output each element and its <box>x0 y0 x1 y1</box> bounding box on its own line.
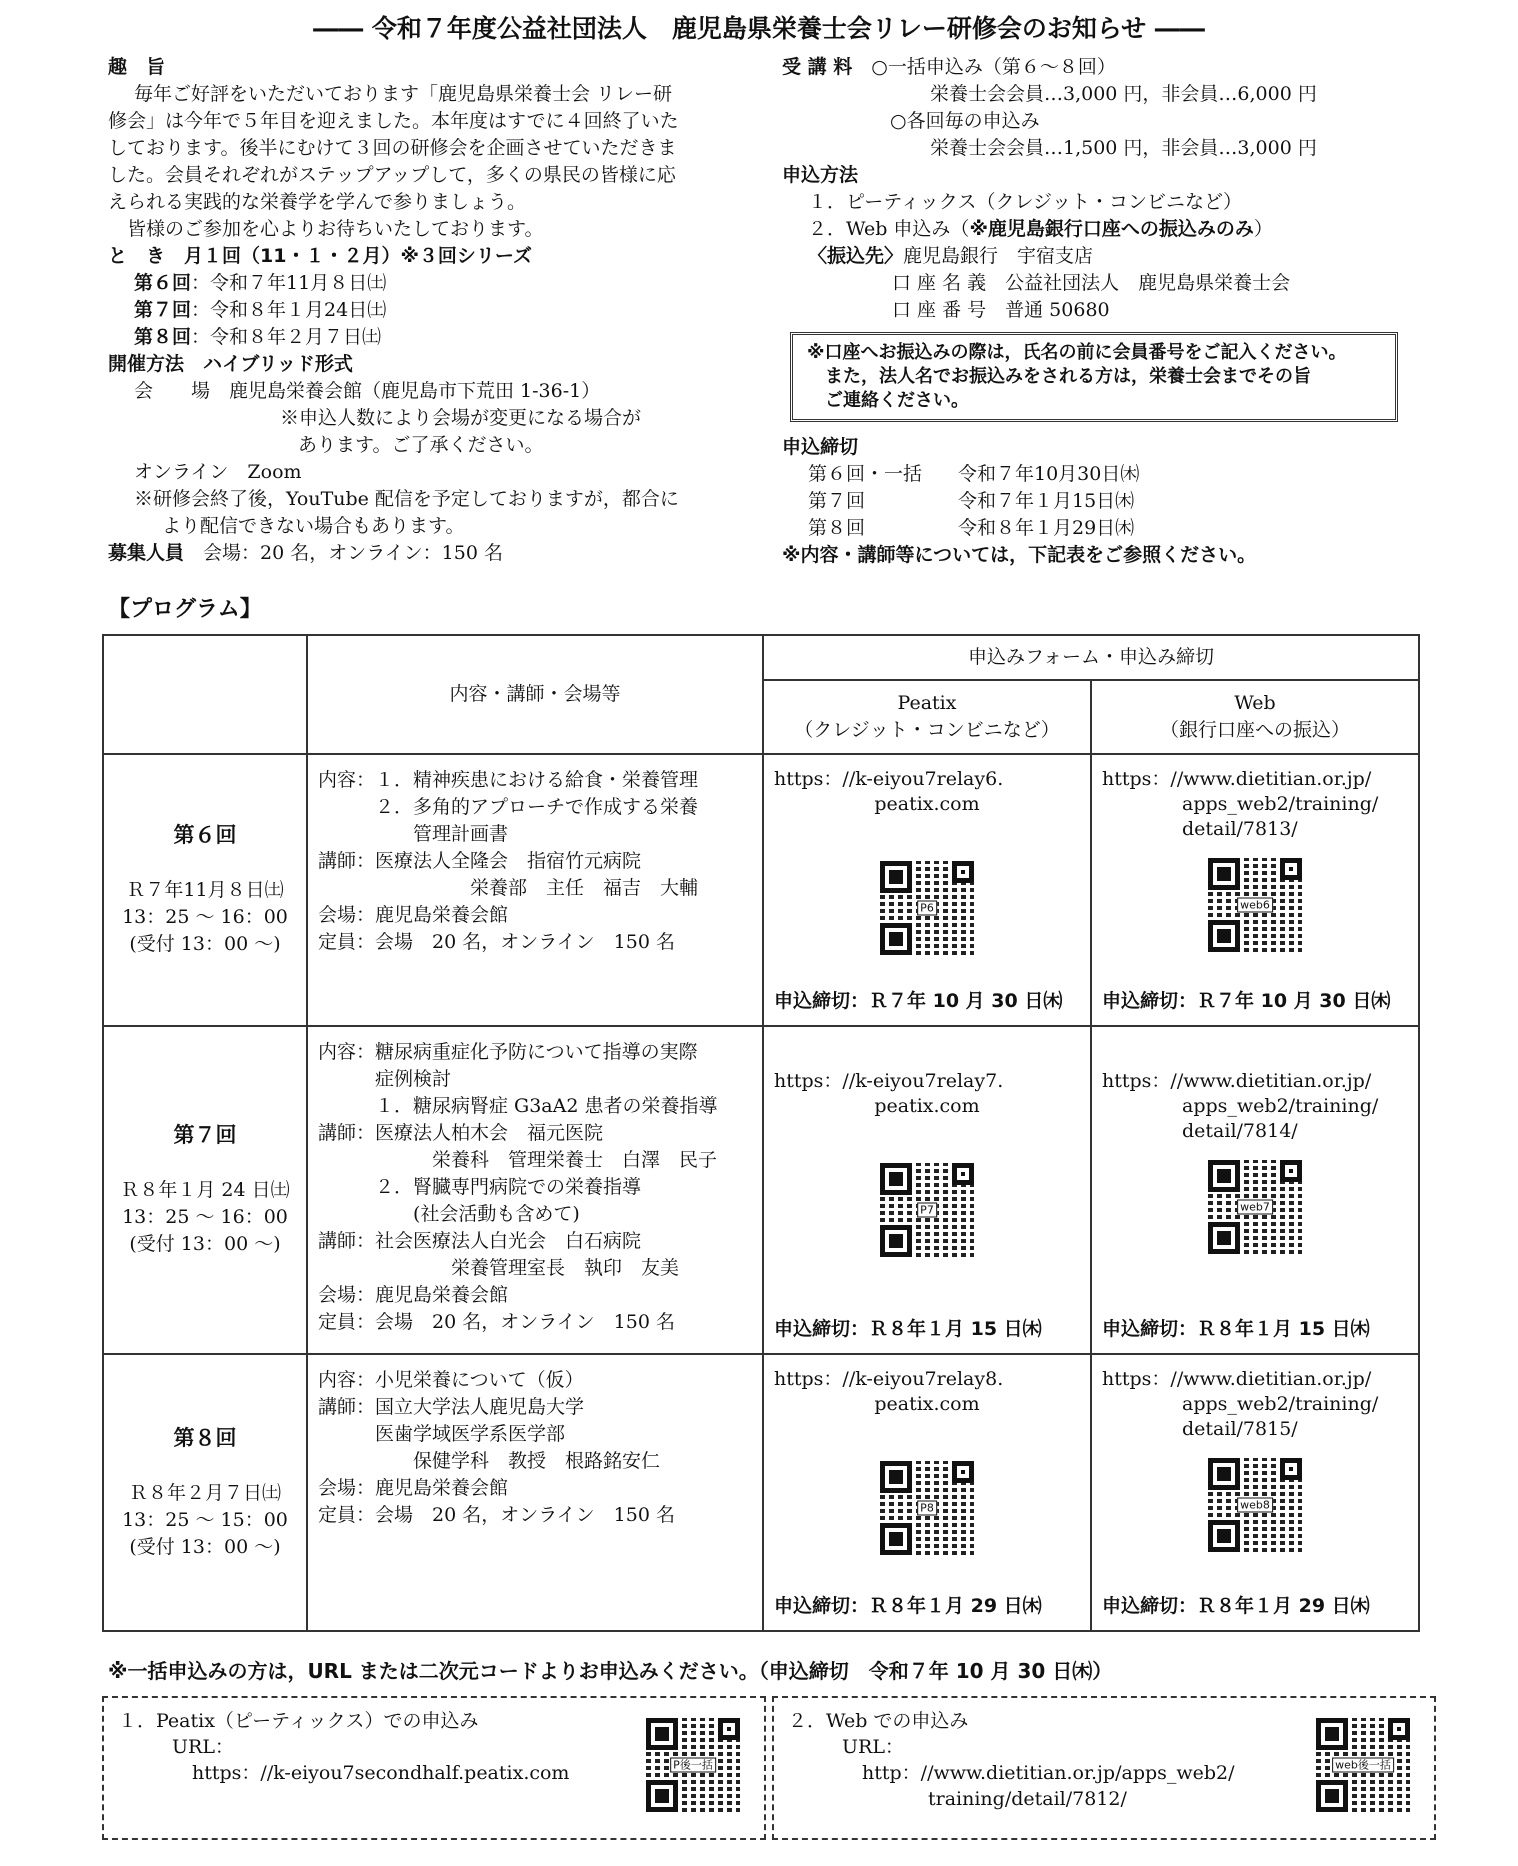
session-date: Ｒ８年１月 24 日㈯ <box>120 1179 290 1201</box>
program-table <box>102 634 1420 1632</box>
peatix-bulk-url[interactable]: https：//k-eiyou7secondhalf.peatix.com <box>192 1762 570 1784</box>
web-cell <box>1091 1354 1419 1631</box>
box-url-label: URL： <box>842 1736 904 1758</box>
content-line: 講師：社会医療法人白光会 白石病院 <box>318 1230 642 1252</box>
capacity-text: 会場：20 名，オンライン：150 名 <box>203 542 503 564</box>
qr-tag: P7 <box>917 1203 937 1218</box>
qr-code-icon[interactable] <box>880 1163 974 1257</box>
session-label: 第６回 <box>134 272 192 294</box>
program-label: 【プログラム】 <box>108 597 262 622</box>
header-form: 申込みフォーム・申込み締切 <box>763 635 1419 680</box>
peatix-url-cont[interactable]: peatix.com <box>874 793 980 815</box>
qr-tag: web6 <box>1237 898 1273 913</box>
overview-left-column <box>108 54 748 567</box>
header-web <box>1091 680 1419 754</box>
content-cell <box>307 754 763 1026</box>
schedule-date <box>108 270 748 297</box>
content-line: 内容：小児栄養について（仮） <box>318 1369 584 1391</box>
session-time: 13：25 ～ 16：00 <box>122 906 288 928</box>
web-deadline: 申込締切：Ｒ８年１月 15 日㈭ <box>1102 1318 1370 1340</box>
purpose-text: 皆様のご参加を心よりお待ちいたしております。 <box>108 218 544 240</box>
content-line: 内容：１．精神疾患における給食・栄養管理 <box>318 769 699 791</box>
peatix-url[interactable]: https：//k-eiyou7relay8. <box>774 1368 1004 1390</box>
bank-heading: 〈振込先〉 <box>808 245 904 267</box>
content-line: 会場：鹿児島栄養会館 <box>318 904 509 926</box>
header-web-name: Web <box>1234 692 1276 714</box>
content-line: 内容：糖尿病重症化予防について指導の実際 <box>318 1041 698 1063</box>
content-line: 定員：会場 20 名，オンライン 150 名 <box>318 931 675 953</box>
peatix-deadline: 申込締切：Ｒ８年１月 15 日㈭ <box>774 1318 1042 1340</box>
content-line: １．糖尿病腎症 G3aA2 患者の栄養指導 <box>318 1095 718 1117</box>
web-url-cont[interactable]: apps_web2/training/ <box>1182 793 1379 815</box>
schedule-date <box>108 324 748 351</box>
online-note: より配信できない場合もあります。 <box>162 515 465 537</box>
content-line: 保健学科 教授 根路銘安仁 <box>318 1450 661 1472</box>
content-line: 講師：医療法人全隆会 指宿竹元病院 <box>318 850 642 872</box>
purpose-text: 修会」は今年で５年目を迎えました。本年度はすでに４回終了いた <box>108 110 679 132</box>
header-peatix-name: Peatix <box>897 692 957 714</box>
content-line: 会場：鹿児島栄養会館 <box>318 1477 509 1499</box>
table-row <box>103 1026 1419 1354</box>
holder-label: 口 座 名 義 <box>892 272 987 294</box>
fee-bulk-price: 栄養士会会員…3,000 円，非会員…6,000 円 <box>930 83 1317 105</box>
notice-line: ※口座へお振込みの際は，氏名の前に会員番号をご記入ください。 <box>807 342 1347 363</box>
content-line: 症例検討 <box>318 1068 452 1090</box>
fee-bulk: ○一括申込み（第６～８回） <box>871 56 1116 78</box>
session-label: 第７回 <box>134 299 192 321</box>
deadline-row <box>782 515 1422 542</box>
content-line: 講師：国立大学法人鹿児島大学 <box>318 1396 585 1418</box>
content-line: 定員：会場 20 名，オンライン 150 名 <box>318 1504 675 1526</box>
session-date: Ｒ８年２月７日㈯ <box>128 1481 281 1504</box>
header-content: 内容・講師・会場等 <box>307 635 763 754</box>
session-time: 13：25 ～ 15：00 <box>122 1508 288 1531</box>
overview-right-column <box>782 54 1422 569</box>
qr-code-icon[interactable] <box>646 1718 740 1812</box>
purpose-text: した。会員それぞれがステップアップして，多くの県民の皆様に応 <box>108 164 676 186</box>
bank-name: 鹿児島銀行 宇宿支店 <box>903 245 1094 267</box>
capacity-heading: 募集人員 <box>108 542 185 564</box>
online-note: ※研修会終了後，YouTube 配信を予定しておりますが，都合に <box>134 488 679 510</box>
deadline-row <box>782 488 1422 515</box>
table-row <box>103 754 1419 1026</box>
content-cell <box>307 1354 763 1631</box>
account-label: 口 座 番 号 <box>892 299 987 321</box>
session-number: 第８回 <box>173 1425 237 1450</box>
account-value: 普通 50680 <box>1005 299 1110 321</box>
deadline-label: 第６回・一括 <box>808 463 923 485</box>
apply-method-1: １．ピーティックス（クレジット・コンビニなど） <box>808 191 1243 213</box>
peatix-url-cont[interactable]: peatix.com <box>874 1393 980 1415</box>
content-line: 栄養科 管理栄養士 白澤 民子 <box>318 1149 718 1171</box>
qr-code-icon[interactable] <box>1208 1160 1302 1254</box>
web-url-cont[interactable]: apps_web2/training/ <box>1182 1393 1379 1415</box>
qr-code-icon[interactable] <box>880 861 974 955</box>
web-url[interactable]: https：//www.dietitian.or.jp/ <box>1102 1070 1372 1092</box>
apply-heading: 申込方法 <box>782 164 859 186</box>
peatix-deadline: 申込締切：Ｒ８年１月 29 日㈭ <box>774 1595 1042 1617</box>
table-row <box>103 1354 1419 1631</box>
session-date: ：令和８年２月７日㈯ <box>191 326 382 348</box>
peatix-cell <box>763 1354 1091 1631</box>
deadline-label: 第８回 <box>808 517 866 539</box>
web-url-cont[interactable]: detail/7815/ <box>1182 1418 1298 1440</box>
peatix-bulk-box <box>102 1696 766 1840</box>
content-line: 栄養管理室長 執印 友美 <box>318 1257 680 1279</box>
header-peatix <box>763 680 1091 754</box>
holder-row <box>782 270 1422 297</box>
qr-tag: web8 <box>1237 1498 1273 1513</box>
deadline-row <box>782 461 1422 488</box>
peatix-url[interactable]: https：//k-eiyou7relay6. <box>774 768 1004 790</box>
venue-text: 会 場 鹿児島栄養会館（鹿児島市下荒田 1-36-1） <box>134 380 601 402</box>
qr-tag: web後一括 <box>1332 1758 1394 1773</box>
schedule-date <box>108 297 748 324</box>
deadline-date: 令和７年１月15日㈭ <box>958 490 1135 512</box>
content-line: ２．腎臓専門病院での栄養指導 <box>318 1176 642 1198</box>
online-text: オンライン Zoom <box>134 461 302 483</box>
web-url[interactable]: https：//www.dietitian.or.jp/ <box>1102 768 1372 790</box>
transfer-notice-box <box>790 332 1398 422</box>
bulk-apply-note: ※一括申込みの方は，URL または二次元コードよりお申込みください。（申込締切 令和７年 10 月 30 日㈭） <box>108 1659 1113 1683</box>
session-number: 第６回 <box>173 823 237 847</box>
peatix-url[interactable]: https：//k-eiyou7relay7. <box>774 1070 1004 1092</box>
web-url-cont[interactable]: apps_web2/training/ <box>1182 1095 1379 1117</box>
qr-code-icon[interactable] <box>1208 1458 1302 1552</box>
deadline-label: 第７回 <box>808 490 866 512</box>
web-cell <box>1091 754 1419 1026</box>
bank-row <box>782 243 1422 270</box>
box-title: １．Peatix（ピーティックス）での申込み <box>118 1710 479 1732</box>
purpose-text: えられる実践的な栄養学を学んで参りましょう。 <box>108 191 527 213</box>
qr-tag: P後一括 <box>670 1758 716 1773</box>
purpose-heading: 趣 旨 <box>108 56 166 78</box>
fee-row <box>782 54 1422 81</box>
venue-note: ※申込人数により会場が変更になる場合が <box>280 407 642 429</box>
content-line: 定員：会場 20 名，オンライン 150 名 <box>318 1311 675 1333</box>
fee-each: ○各回毎の申込み <box>890 110 1040 132</box>
web-cell <box>1091 1026 1419 1354</box>
session-date: Ｒ７年11月８日㈯ <box>126 879 284 901</box>
apply-method-2-text: ２．Web 申込み（ <box>808 218 970 240</box>
web-deadline: 申込締切：Ｒ７年 10 月 30 日㈭ <box>1102 990 1391 1012</box>
account-row <box>782 297 1422 324</box>
session-time: 13：25 ～ 16：00 <box>122 1206 288 1228</box>
deadline-date: 令和８年１月29日㈭ <box>958 517 1135 539</box>
header-web-sub: （銀行口座への振込） <box>1159 719 1350 741</box>
content-cell <box>307 1026 763 1354</box>
qr-code-icon[interactable] <box>1316 1718 1410 1812</box>
web-bulk-url-cont[interactable]: training/detail/7812/ <box>928 1788 1127 1810</box>
web-url-cont[interactable]: detail/7813/ <box>1182 818 1298 840</box>
schedule-heading: と き 月１回（11・１・２月）※３回シリーズ <box>108 245 532 267</box>
qr-tag: web7 <box>1237 1200 1273 1215</box>
apply-method-2-close: ） <box>1253 218 1273 240</box>
web-bulk-box <box>772 1696 1436 1840</box>
capacity-row <box>108 540 748 567</box>
deadline-date: 令和７年10月30日㈭ <box>958 463 1140 485</box>
peatix-url-cont[interactable]: peatix.com <box>874 1095 980 1117</box>
content-line: (社会活動も含めて) <box>318 1203 580 1225</box>
session-reception: (受付 13：00 ～) <box>129 1233 281 1255</box>
session-number: 第７回 <box>173 1123 237 1147</box>
fee-each-price: 栄養士会会員…1,500 円，非会員…3,000 円 <box>930 137 1317 159</box>
apply-method-2-note: ※鹿児島銀行口座への振込みのみ <box>969 218 1254 240</box>
peatix-cell <box>763 754 1091 1026</box>
content-line: 医歯学域医学系医学部 <box>318 1423 566 1445</box>
web-deadline: 申込締切：Ｒ８年１月 29 日㈭ <box>1102 1595 1370 1617</box>
fee-heading: 受 講 料 <box>782 56 853 78</box>
session-cell <box>103 1026 307 1354</box>
holder-value: 公益社団法人 鹿児島県栄養士会 <box>1005 272 1291 294</box>
session-reception: (受付 13：00 ～) <box>129 933 281 955</box>
peatix-deadline: 申込締切：Ｒ７年 10 月 30 日㈭ <box>774 990 1063 1012</box>
qr-code-icon[interactable] <box>1208 858 1302 952</box>
header-peatix-sub: （クレジット・コンビニなど） <box>794 719 1060 741</box>
web-url[interactable]: https：//www.dietitian.or.jp/ <box>1102 1368 1372 1390</box>
deadline-heading: 申込締切 <box>782 436 859 458</box>
notice-line: また，法人名でお振込みをされる方は，栄養士会までその旨 <box>825 366 1311 387</box>
content-line: 管理計画書 <box>318 823 509 845</box>
apply-method-2 <box>782 216 1422 243</box>
page-title: ―― 令和７年度公益社団法人 鹿児島県栄養士会リレー研修会のお知らせ ―― <box>313 14 1205 43</box>
web-url-cont[interactable]: detail/7814/ <box>1182 1120 1298 1142</box>
venue-note: あります。ご了承ください。 <box>298 434 544 456</box>
box-url-label: URL： <box>172 1736 234 1758</box>
purpose-text: しております。後半にむけて３回の研修会を企画させていただきま <box>108 137 677 159</box>
box-title: ２．Web での申込み <box>788 1710 969 1732</box>
purpose-text: 毎年ご好評をいただいております「鹿児島県栄養士会 リレー研 <box>134 83 673 105</box>
qr-tag: P6 <box>917 901 937 916</box>
method-heading: 開催方法 ハイブリッド形式 <box>108 353 353 375</box>
header-empty-cell <box>103 635 307 754</box>
session-date: ：令和７年11月８日㈯ <box>191 272 387 294</box>
session-cell <box>103 754 307 1026</box>
content-line: 会場：鹿児島栄養会館 <box>318 1284 509 1306</box>
peatix-cell <box>763 1026 1091 1354</box>
qr-code-icon[interactable] <box>880 1461 974 1555</box>
content-line: 栄養部 主任 福吉 大輔 <box>318 877 699 899</box>
notice-line: ご連絡ください。 <box>825 390 969 411</box>
session-label: 第８回 <box>134 326 192 348</box>
web-bulk-url[interactable]: http：//www.dietitian.or.jp/apps_web2/ <box>862 1762 1235 1784</box>
content-line: ２．多角的アプローチで作成する栄養 <box>318 796 699 818</box>
session-cell <box>103 1354 307 1631</box>
qr-tag: P8 <box>917 1501 937 1516</box>
content-line: 講師：医療法人柏木会 福元医院 <box>318 1122 604 1144</box>
session-date: ：令和８年１月24日㈯ <box>191 299 387 321</box>
session-reception: (受付 13：00 ～) <box>129 1535 281 1558</box>
refer-note: ※内容・講師等については，下記表をご参照ください。 <box>782 544 1257 566</box>
